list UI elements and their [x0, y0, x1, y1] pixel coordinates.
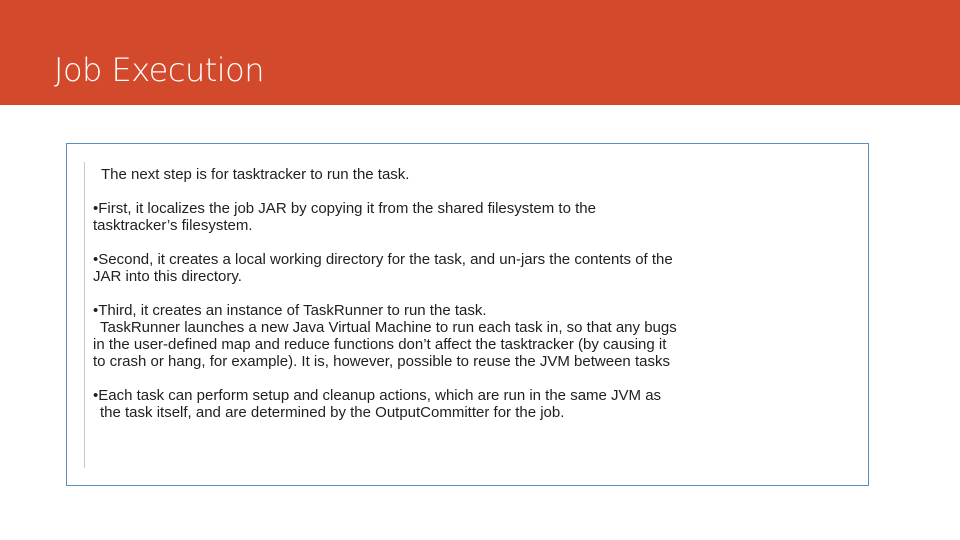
- list-item: [93, 251, 853, 285]
- list-item-line: •Each task can perform setup and cleanup actions, which are run in the same JVM as: [93, 387, 662, 404]
- list-item-line: TaskRunner launches a new Java Virtual Machine to run each task in, so that any bugs: [100, 319, 677, 336]
- list-item-line: •First, it localizes the job JAR by copying it from the shared filesystem to the: [93, 200, 596, 217]
- list-item: [93, 387, 853, 421]
- list-item: [93, 200, 853, 234]
- list-item-line: •Second, it creates a local working directory for the task, and un-jars the contents of the: [93, 251, 673, 268]
- list-item-line: in the user-defined map and reduce functions don’t affect the tasktracker (by causing it: [93, 336, 667, 353]
- list-item-line: JAR into this directory.: [93, 268, 242, 285]
- content-text: [93, 166, 853, 421]
- intro-line: The next step is for tasktracker to run the task.: [101, 166, 410, 183]
- title-bar: [0, 0, 960, 105]
- list-item-line: to crash or hang, for example). It is, however, possible to reuse the JVM between tasks: [93, 353, 670, 370]
- content-image-frame: [66, 143, 869, 486]
- list-item: [93, 302, 853, 370]
- list-item-line: the task itself, and are determined by the OutputCommitter for the job.: [100, 404, 565, 421]
- slide-title: Job Execution: [54, 51, 265, 89]
- list-item-line: tasktracker’s filesystem.: [93, 217, 253, 234]
- left-margin-rule: [84, 162, 85, 468]
- list-item-line: •Third, it creates an instance of TaskRunner to run the task.: [93, 302, 487, 319]
